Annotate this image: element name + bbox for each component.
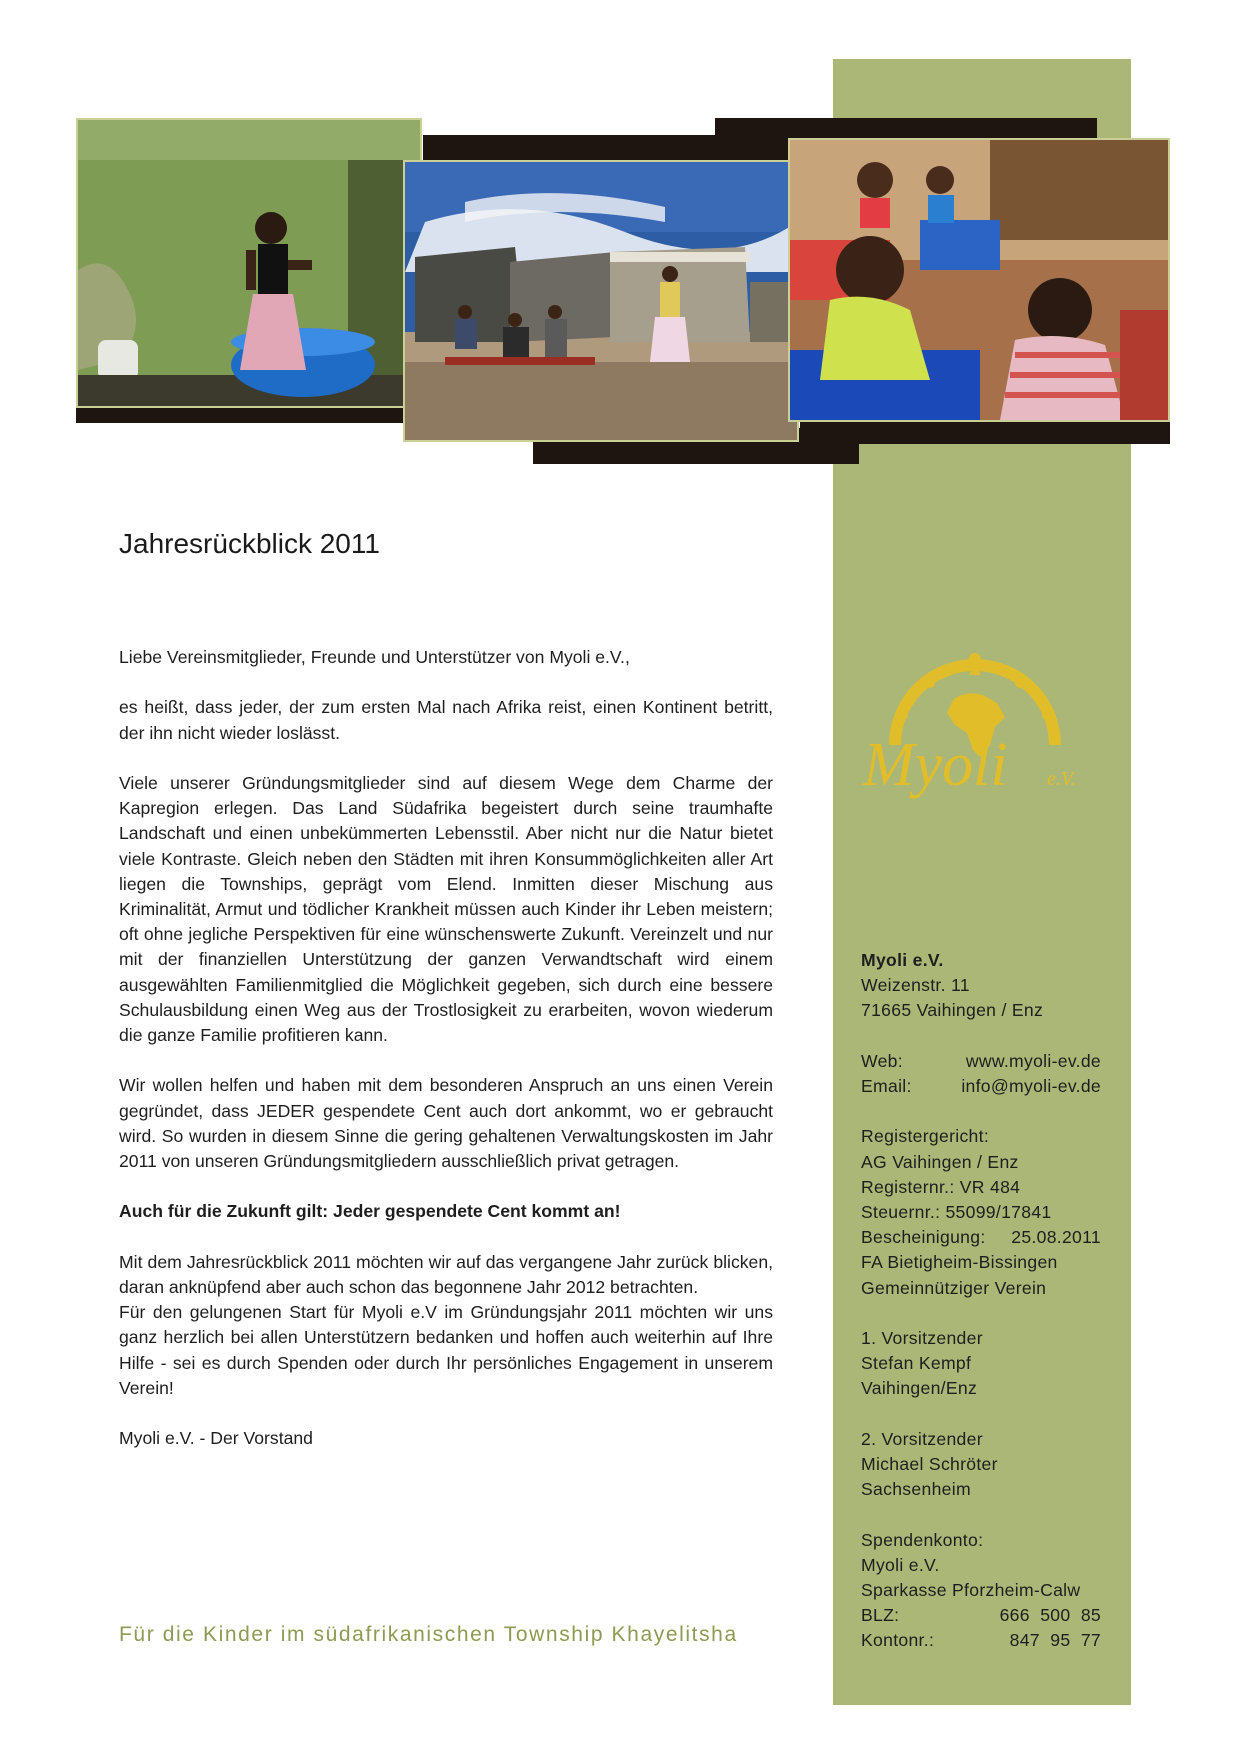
myoli-logo <box>855 645 1105 815</box>
logo-suffix: e.V. <box>1047 768 1076 790</box>
letter-paragraph-1: es heißt, dass jeder, der zum ersten Mal nach Afrika reist, einen Kontinent betritt, der ihn nicht wieder loslässt. <box>119 697 773 743</box>
tagline: Für die Kinder im südafrikanischen Township Khayelitsha <box>119 1623 738 1646</box>
certificate-label: Bescheinigung: <box>861 1227 986 1248</box>
letter-paragraph-3: Wir wollen helfen und haben mit dem besonderen Anspruch an uns einen Verein gegründet, dass JEDER gespendete Cent auch dort ankommt, wo er gebraucht wird. So wurden in diesem Sinne die gering gehaltenen Verwaltungskosten im Jahr 2011 von unseren Gründungsmitgliedern ausschließlich privat getragen. <box>119 1075 773 1172</box>
tax-office: FA Bietigheim-Bissingen <box>861 1252 1058 1273</box>
photo-children <box>788 138 1170 422</box>
email-link[interactable]: info@myoli-ev.de <box>961 1076 1101 1096</box>
children-classroom-icon <box>790 140 1168 420</box>
africa-sun-logo-icon <box>855 645 1105 815</box>
nonprofit-status: Gemeinnütziger Verein <box>861 1277 1047 1298</box>
tax-number: Steuernr.: 55099/17841 <box>861 1202 1052 1222</box>
account-heading: Spendenkonto: <box>861 1529 984 1550</box>
konto-value: 847 95 77 <box>1009 1630 1101 1651</box>
certificate-date: 25.08.2011 <box>1011 1227 1101 1248</box>
org-name: Myoli e.V. <box>861 950 944 970</box>
konto-label: Kontonr.: <box>861 1630 935 1651</box>
photo-woman-basin <box>76 118 422 408</box>
chair2-title: 2. Vorsitzender <box>861 1428 983 1449</box>
photo-township <box>403 160 799 442</box>
letter-paragraph-2: Viele unserer Gründungsmitglieder sind auf diesem Wege dem Charme der Kapregion erlegen. Das Land Südafrika begeistert durch seine traumhafte Landschaft und einen unbekümmerten Lebensstil. Aber nicht nur die Natur bietet viele Kontraste. Gleich neben den Städten mit ihren Konsummöglichkeiten aller Art liegen die Townships, geprägt vom Elend. Inmitten dieser Mischung aus Kriminalität, Armut und tödlicher Krankheit müssen auch Kinder ihr Leben meistern; oft ohne jegliche Perspektiven für eine wünschenswerte Zukunft. Vereinzelt und nur mit der finanziellen Unterstützung der ganzen Verwandtschaft wird einem ausgewählten Familienmitglied die Möglichkeit gegeben, sich durch eine bessere Schulausbildung einen Weg aus der Trostlosigkeit zu erarbeiten, wovon wiederum die ganze Familie profitieren kann. <box>119 772 773 1046</box>
konto-row <box>861 1628 1101 1653</box>
letter-body <box>119 645 773 1477</box>
logo-wordmark: Myoli <box>863 731 1008 799</box>
certificate-row <box>861 1225 1101 1250</box>
letter-paragraph-6: Für den gelungenen Start für Myoli e.V im Gründungsjahr 2011 möchten wir uns ganz herzlich bei allen Unterstützern bedanken und hoffen auch weiterhin auf Ihre Hilfe - sei es durch Spenden oder durch Ihr persönliches Engagement in unserem Verein! <box>119 1302 773 1398</box>
chair1-city: Vaihingen/Enz <box>861 1378 978 1399</box>
org-city: 71665 Vaihingen / Enz <box>861 1000 1044 1021</box>
web-row <box>861 1049 1101 1074</box>
township-shacks-icon <box>405 162 797 440</box>
letter-greeting: Liebe Vereinsmitglieder, Freunde und Unterstützer von Myoli e.V., <box>119 647 630 667</box>
register-heading: Registergericht: <box>861 1126 990 1147</box>
email-label: Email: <box>861 1076 912 1096</box>
account-holder: Myoli e.V. <box>861 1554 940 1575</box>
sidebar-info <box>861 948 1101 1654</box>
bank-name: Sparkasse Pforzheim-Calw <box>861 1580 1081 1600</box>
chair2-name: Michael Schröter <box>861 1454 998 1474</box>
letter-signature: Myoli e.V. - Der Vorstand <box>119 1428 313 1449</box>
blz-label: BLZ: <box>861 1605 900 1626</box>
chair1-name: Stefan Kempf <box>861 1353 972 1374</box>
photo-band-top-right <box>715 118 1097 140</box>
letter-motto: Auch für die Zukunft gilt: Jeder gespendete Cent kommt an! <box>119 1201 621 1222</box>
blz-row <box>861 1603 1101 1628</box>
org-street: Weizenstr. 11 <box>861 975 970 996</box>
page-title: Jahresrückblick 2011 <box>119 528 380 559</box>
register-number: Registernr.: VR 484 <box>861 1176 1021 1197</box>
email-row <box>861 1074 1101 1099</box>
blz-value: 666 500 85 <box>999 1605 1101 1626</box>
woman-with-basin-icon <box>78 120 420 406</box>
web-link[interactable]: www.myoli-ev.de <box>965 1050 1101 1071</box>
chair1-title: 1. Vorsitzender <box>861 1328 983 1348</box>
register-court: AG Vaihingen / Enz <box>861 1151 1019 1172</box>
chair2-city: Sachsenheim <box>861 1479 971 1500</box>
web-label: Web: <box>861 1050 903 1071</box>
letter-paragraph-5: Mit dem Jahresrückblick 2011 möchten wir auf das vergangene Jahr zurück blicken, daran anknüpfend aber auch schon das begonnene Jahr 2012 betrachten. <box>119 1251 773 1297</box>
